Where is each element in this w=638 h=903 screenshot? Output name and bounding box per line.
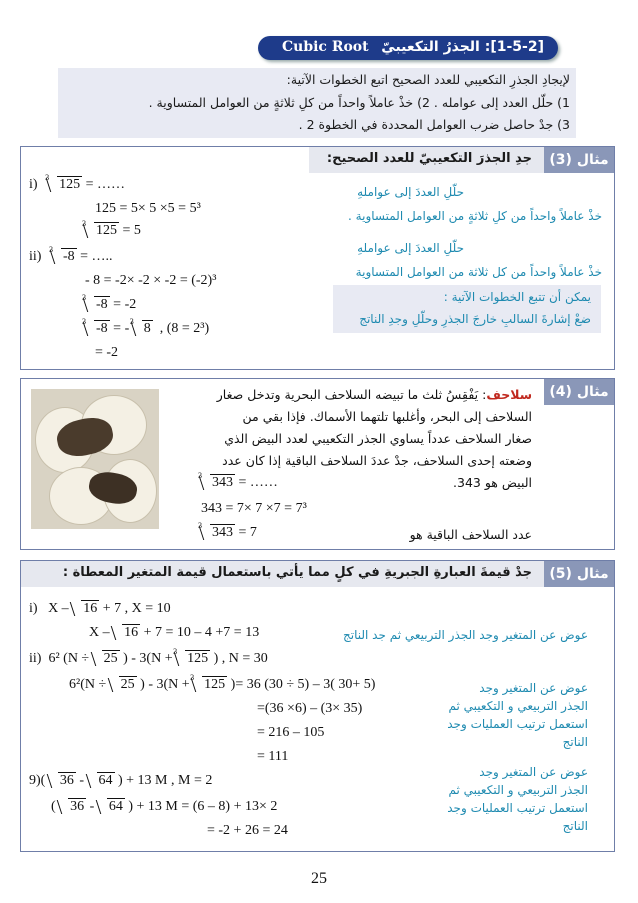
page-number: 25 xyxy=(311,870,327,887)
example-4-panel xyxy=(20,378,615,550)
math-ii-factor: - 8 = -2× -2 × -2 = (-2)³ xyxy=(85,273,217,288)
example-3-panel xyxy=(20,146,615,370)
ex5-iii-note-2: الجذر التربيعي و التكعيبي ثم xyxy=(448,783,588,797)
tip-line-2: ضعْ إشارةَ السالبِ خارجَ الجذرِ وحلّلِ وجدِ الناتج xyxy=(359,312,591,326)
math-ii-result-3: = -2 xyxy=(95,345,119,360)
math-ii-line1: ii) 3 -8 = ….. xyxy=(29,245,113,264)
example-3-tabbar xyxy=(309,147,614,173)
example-5-tab: مثال (5) xyxy=(544,561,614,587)
example-5-tabbar xyxy=(21,561,614,587)
tip-box xyxy=(333,285,601,333)
math-ii-result-1: 3 -8 = -2 xyxy=(82,293,137,312)
example-5-panel xyxy=(20,560,615,852)
example-3-tab: مثال (3) xyxy=(544,147,614,173)
answer-label: عدد السلاحف الباقية هو xyxy=(409,527,532,542)
ex5-i-line2: X – 16 + 7 = 10 – 4 +7 = 13 xyxy=(89,625,260,640)
ex5-i-line1: i) X – 16 + 7 , X = 10 xyxy=(29,601,171,616)
example-4-line-3: صغار السلاحف عدداً يساوي الجذر التكعيبي لعدد البيض الذي xyxy=(224,431,532,446)
ex5-ii-note-3: استعمل ترتيب العمليات وجد xyxy=(447,717,588,731)
example-4-line-5: البيض هو 343. xyxy=(453,475,532,490)
ex5-iii-line1: 9)( 36 - 64 ) + 13 M , M = 2 xyxy=(29,773,213,788)
note-factorize-1: حلّلِ العددَ إلى عواملهِ xyxy=(357,185,464,199)
intro-box xyxy=(58,68,576,138)
math-i-line1: i) 3 125 = …… xyxy=(29,173,125,192)
math-i-factor: 125 = 5× 5 ×5 = 5³ xyxy=(95,201,201,216)
example-4-tab: مثال (4) xyxy=(544,379,614,405)
turtle-hatchlings-image xyxy=(31,389,159,529)
ex5-ii-note-1: عوض عن المتغير وجد xyxy=(479,681,588,695)
math-343-q: 3 343 = …… xyxy=(198,471,278,490)
math-i-result: 3 125 = 5 xyxy=(82,219,141,238)
math-ii-result-2: 3 -8 = - 3 8 , (8 = 2³) xyxy=(82,317,210,336)
cube-root-125: 3 125 xyxy=(45,173,81,192)
ex5-ii-line2: 6²(N ÷ 25 ) - 3(N + 3 125 )= 36 (30 ÷ 5) – 3( 30+ 5) xyxy=(69,673,376,692)
ex5-iii-note-3: استعمل ترتيب العمليات وجد xyxy=(447,801,588,815)
ex5-ii-line1: ii) 6² (N ÷ 25 ) - 3(N + 3 125 ) , N = 30 xyxy=(29,647,268,666)
tip-line-1: يمكن أن تتبع الخطوات الآتية : xyxy=(443,290,591,304)
ex5-ii-line3: =(36 ×6) – (3× 35) xyxy=(257,701,363,716)
example-4-line-4: وضعته إحدى السلاحف، جدْ عددَ السلاحف الباقية إذا كان عدد xyxy=(222,453,532,468)
ex5-iii-note-4: الناتج xyxy=(562,819,588,833)
math-343-factor: 343 = 7× 7 ×7 = 7³ xyxy=(201,501,307,516)
ex5-iii-line3: = -2 + 26 = 24 xyxy=(207,823,288,838)
example-4-line-2: السلاحف إلى البحر، وأغلبها تلتهما الأسماك. فإذا بقي من xyxy=(242,409,532,424)
ex5-ii-note-4: الناتج xyxy=(562,735,588,749)
note-take-factor-1: خذْ عاملاً واحداً من كلِ ثلاثةٍ من العوامل المتساوية . xyxy=(348,209,602,223)
ex5-i-note: عوض عن المتغير وجد الجذر التربيعي ثم جد الناتج xyxy=(343,628,588,642)
note-factorize-2: حلّلِ العددَ إلى عواملهِ xyxy=(357,241,464,255)
section-header xyxy=(258,36,558,60)
keyword-turtles: سلاحف xyxy=(486,387,532,402)
section-title-english: Cubic Root xyxy=(282,39,369,55)
example-4-line-1: سلاحف: يَفْقِسُ ثلث ما تبيضه السلاحف البحرية وتدخل صغار xyxy=(216,387,532,402)
intro-line-1: لإيجادِ الجذرِ التكعيبي للعدد الصحيح اتبع الخطوات الآتية: xyxy=(286,72,570,87)
ex5-ii-note-2: الجذر التربيعي و التكعيبي ثم xyxy=(448,699,588,713)
ex5-ii-line5: = 111 xyxy=(257,749,289,764)
note-take-factor-2: خذْ عاملاً واحداً من كل ثلاثة من العوامل المتساوية xyxy=(355,265,602,279)
intro-line-2: 1) حلّل العدد إلى عوامله . 2) خذْ عاملاً واحداً من كلِ ثلاثةٍ من العوامل المتساوية . xyxy=(148,95,570,110)
ex5-iii-line2: ( 36 - 64 ) + 13 M = (6 – 8) + 13× 2 xyxy=(51,799,278,814)
example-3-title: جدِ الجذرَ التكعيبيّ للعدد الصحيح: xyxy=(326,151,532,166)
ex5-iii-note-1: عوض عن المتغير وجد xyxy=(479,765,588,779)
section-title-arabic: [1-5-2]: الجذرُ التكعيبيّ xyxy=(381,39,544,55)
math-343-result: 3 343 = 7 xyxy=(198,521,257,540)
example-5-title: جدْ قيمةَ العبارةِ الجبريةِ في كلٍ مما يأتي باستعمال قيمة المتغير المعطاة : xyxy=(62,565,532,580)
intro-line-3: 3) جدْ حاصل ضرب العوامل المحددة في الخطوة 2 . xyxy=(298,117,570,132)
ex5-ii-line4: = 216 – 105 xyxy=(257,725,325,740)
